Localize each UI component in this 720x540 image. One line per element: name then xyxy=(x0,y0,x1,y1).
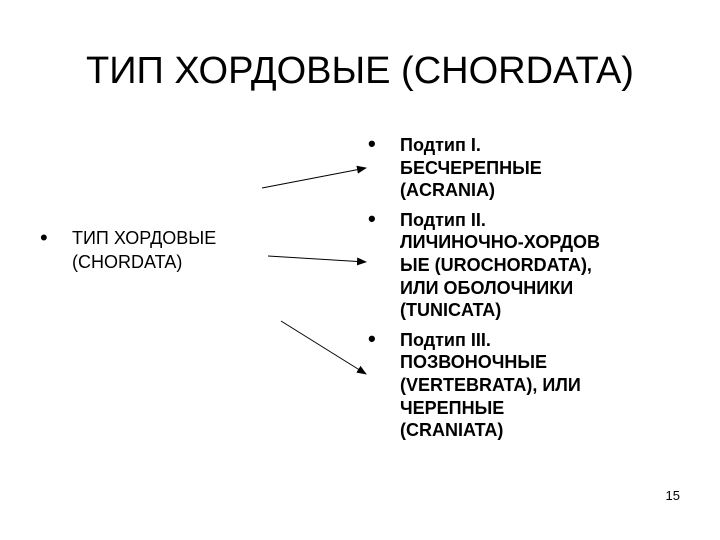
bullet-line: Подтип I. xyxy=(400,135,481,155)
bullet-line: Подтип II. xyxy=(400,209,486,230)
slide-title: ТИП ХОРДОВЫЕ (CHORDATA) xyxy=(86,50,634,92)
bullet-line: ЫЕ (UROCHORDATA), xyxy=(400,254,592,275)
bullet-icon: • xyxy=(368,205,376,231)
arrow-to-vertebrata xyxy=(281,321,366,374)
bullet-line: Подтип III. xyxy=(400,329,491,350)
bullet-line: (CHORDATA) xyxy=(72,252,183,272)
page-number: 15 xyxy=(665,488,680,503)
bullet-line: (TUNICATA) xyxy=(400,300,502,321)
bullet-line: (VERTEBRATA), ИЛИ xyxy=(400,374,581,395)
bullet-icon: • xyxy=(40,225,48,250)
bullet-line: БЕСЧЕРЕПНЫЕ xyxy=(400,157,542,178)
bullet-line: ТИП ХОРДОВЫЕ xyxy=(72,228,217,248)
bullet-line: ЛИЧИНОЧНО-ХОРДОВ xyxy=(400,232,601,253)
bullet-line: ЧЕРЕПНЫЕ xyxy=(400,397,505,418)
bullet-line: ПОЗВОНОЧНЫЕ xyxy=(400,352,548,373)
bullet-line: ИЛИ ОБОЛОЧНИКИ xyxy=(400,277,574,298)
bullet-line: (ACRANIA) xyxy=(400,180,495,201)
bullet-line: (CRANIATA) xyxy=(400,420,504,441)
bullet-icon: • xyxy=(368,325,376,351)
arrow-to-urochordata xyxy=(268,256,366,262)
arrow-to-acrania xyxy=(262,168,366,188)
bullet-icon: • xyxy=(368,131,376,156)
